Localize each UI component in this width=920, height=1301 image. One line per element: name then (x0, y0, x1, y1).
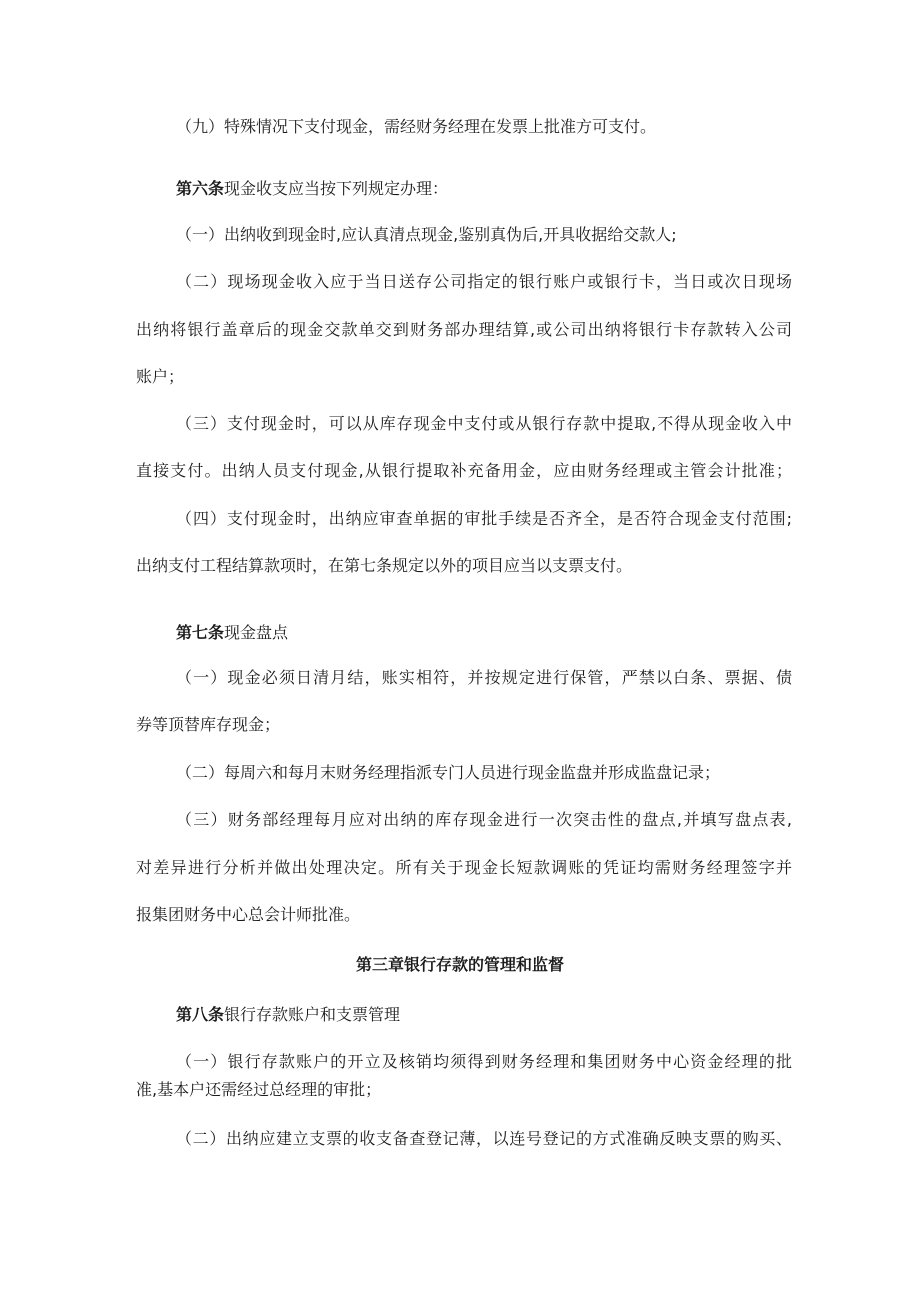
article-title: 银行存款账户和支票管理 (224, 1005, 401, 1024)
article-eight-item-2-line-1 (176, 1128, 792, 1150)
line-text: 对差异进行分析并做出处理决定。所有关于现金长短款调账的凭证均需财务经理签字并 (136, 858, 792, 877)
line-text: 第三章银行存款的管理和监督 (355, 955, 564, 974)
line-text: （二）每周六和每月末财务经理指派专门人员进行现金监盘并形成监盘记录； (176, 763, 721, 782)
article-seven-item-3-line-3 (136, 904, 792, 926)
line-text: （三）财务部经理每月应对出纳的库存现金进行一次突击性的盘点,并填写盘点表, (176, 810, 792, 829)
line-text: 直接支付。出纳人员支付现金,从银行提取补充备用金，应由财务经理或主管会计批准； (136, 461, 792, 480)
line-text: 账户； (136, 367, 185, 386)
article-six-item-4-line-1 (176, 508, 792, 530)
line-text: 报集团财务中心总会计师批准。 (136, 905, 361, 924)
article-six-item-2-line-1 (176, 271, 792, 293)
article-label: 第七条 (176, 623, 225, 642)
article-label: 第八条 (176, 1005, 225, 1024)
article-six-item-3-line-1 (176, 413, 792, 435)
article-eight-item-1-line-1 (176, 1051, 792, 1073)
article-six-item-2-line-3 (136, 366, 792, 388)
article-seven-item-3-line-2 (136, 857, 792, 879)
paragraph-nine-cash-special (176, 116, 792, 138)
article-title: 现金收支应当按下列规定办理： (224, 179, 449, 198)
line-text: （一）银行存款账户的开立及核销均须得到财务经理和集团财务中心资金经理的批 (176, 1052, 792, 1071)
article-title: 现金盘点 (224, 623, 289, 642)
chapter-three-title (0, 954, 920, 976)
article-six-item-4-line-2 (136, 555, 792, 577)
line-text: 券等顶替库存现金； (136, 715, 281, 734)
article-six-item-2-line-2 (136, 319, 792, 341)
article-seven-item-1-line-2 (136, 714, 792, 736)
line-text: （一）现金必须日清月结，账实相符，并按规定进行保管，严禁以白条、票据、债 (176, 668, 792, 687)
article-six-heading (176, 178, 792, 200)
article-seven-heading (176, 622, 792, 644)
article-seven-item-3-line-1 (176, 809, 792, 831)
article-seven-item-1-line-1 (176, 667, 792, 689)
line-text: （二）现场现金收入应于当日送存公司指定的银行账户或银行卡，当日或次日现场 (176, 272, 792, 291)
line-text: （四）支付现金时，出纳应审查单据的审批手续是否齐全，是否符合现金支付范围; (176, 509, 792, 528)
line-text: 出纳支付工程结算款项时，在第七条规定以外的项目应当以支票支付。 (136, 556, 633, 575)
article-six-item-1 (176, 224, 792, 246)
article-eight-item-1-line-2 (136, 1079, 792, 1101)
line-text: （一）出纳收到现金时,应认真清点现金,鉴别真伪后,开具收据给交款人; (176, 225, 677, 244)
article-label: 第六条 (176, 179, 225, 198)
article-seven-item-2 (176, 762, 792, 784)
line-text: （九）特殊情况下支付现金，需经财务经理在发票上批准方可支付。 (176, 117, 657, 136)
line-text: （二）出纳应建立支票的收支备查登记薄，以连号登记的方式准确反映支票的购买、 (176, 1129, 792, 1148)
line-text: 准,基本户还需经过总经理的审批； (136, 1080, 382, 1099)
line-text: 出纳将银行盖章后的现金交款单交到财务部办理结算,或公司出纳将银行卡存款转入公司 (136, 320, 792, 339)
article-eight-heading (176, 1004, 792, 1026)
article-six-item-3-line-2 (136, 460, 792, 482)
line-text: （三）支付现金时，可以从库存现金中支付或从银行存款中提取,不得从现金收入中 (176, 414, 792, 433)
